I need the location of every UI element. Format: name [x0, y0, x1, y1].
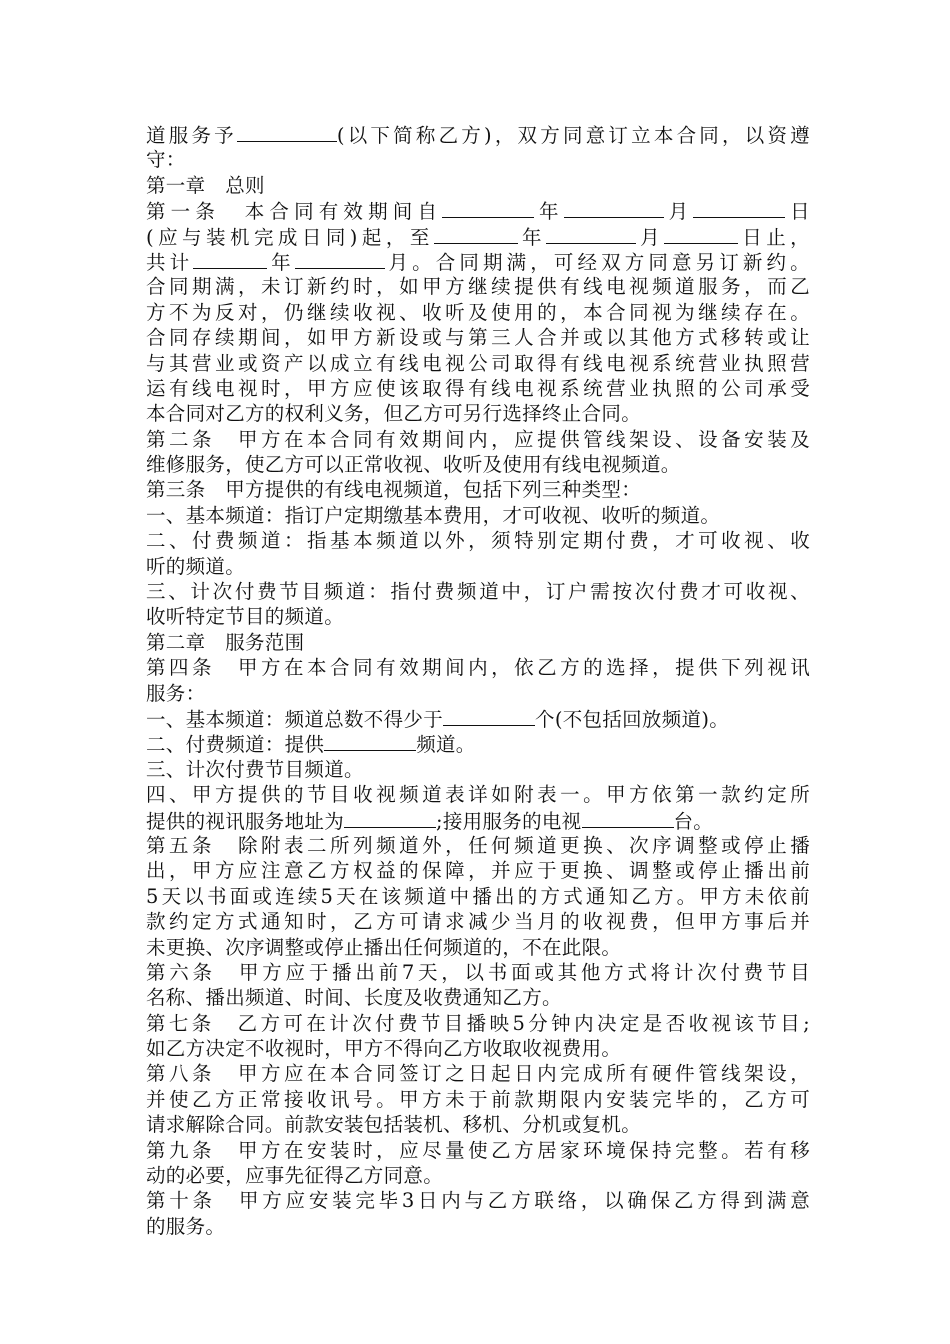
text-line: [146, 985, 810, 1010]
text-line: [146, 706, 810, 731]
text-line: [146, 477, 810, 502]
text-segment: 一、基本频道：频道总数不得少于: [146, 707, 444, 731]
text-segment: 台。: [673, 809, 714, 833]
text-segment: 收听特定节目的频道。: [146, 605, 345, 629]
text-line: [146, 808, 810, 833]
text-line: [146, 884, 810, 909]
text-segment: 第四条 甲方在本合同有效期间内，依乙方的选择，提供下列视讯: [146, 656, 810, 680]
fill-in-blank[interactable]: [564, 198, 664, 218]
text-segment: 本合同对乙方的权利义务，但乙方可另行选择终止合同。: [146, 402, 642, 426]
text-segment: 第九条 甲方在安装时，应尽量使乙方居家环境保持完整。若有移: [146, 1138, 810, 1162]
text-segment: 三、计次付费节目频道：指付费频道中，订户需按次付费才可收视、: [146, 580, 810, 604]
text-segment: 动的必要，应事先征得乙方同意。: [146, 1164, 444, 1188]
text-segment: 年: [267, 250, 295, 274]
text-segment: 5天以书面或连续5天在该频道中播出的方式通知乙方。甲方未依前: [146, 884, 810, 908]
fill-in-blank[interactable]: [664, 224, 738, 244]
text-segment: 第五条 除附表二所列频道外，任何频道更换、次序调整或停止播: [146, 833, 810, 857]
text-line: [146, 757, 810, 782]
text-segment: 道服务予: [146, 124, 237, 147]
text-line: [146, 224, 810, 249]
fill-in-blank[interactable]: [693, 198, 785, 218]
text-segment: 日: [785, 200, 810, 224]
text-segment: 月。合同期满，可经双方同意另订新约。: [384, 250, 810, 274]
text-line: [146, 833, 810, 858]
text-line: [146, 604, 810, 629]
text-segment: 名称、播出频道、时间、长度及收费通知乙方。: [146, 986, 562, 1010]
text-line: [146, 452, 810, 477]
text-segment: 年: [534, 200, 564, 224]
text-segment: 第六条 甲方应于播出前7天，以书面或其他方式将计次付费节目: [146, 960, 810, 984]
text-segment: 年: [517, 225, 546, 249]
text-segment: 月: [663, 200, 694, 224]
fill-in-blank[interactable]: [434, 224, 518, 244]
fill-in-blank[interactable]: [295, 249, 385, 269]
text-segment: 守：: [146, 148, 186, 172]
text-segment: 个(不包括回放频道)。: [535, 707, 730, 731]
text-line: [146, 858, 810, 883]
text-line: [146, 731, 810, 756]
text-line: [146, 655, 810, 680]
text-line: [146, 935, 810, 960]
text-line: [146, 1163, 810, 1188]
text-line: [146, 147, 810, 172]
text-line: [146, 427, 810, 452]
text-line: [146, 960, 810, 985]
text-line: [146, 782, 810, 807]
fill-in-blank[interactable]: [546, 224, 636, 244]
text-segment: 款约定方式通知时，乙方可请求减少当月的收视费，但甲方事后并: [146, 910, 810, 934]
text-segment: 合同期满，未订新约时，如甲方继续提供有线电视频道服务，而乙: [146, 275, 810, 299]
text-line: [146, 1214, 810, 1239]
text-line: [146, 300, 810, 325]
text-segment: 二、付费频道：指基本频道以外，须特别定期付费，才可收视、收: [146, 529, 810, 553]
text-line: [146, 579, 810, 604]
text-segment: 方不为反对，仍继续收视、收听及使用的，本合同视为继续存在。: [146, 300, 810, 324]
text-line: [146, 198, 810, 223]
fill-in-blank[interactable]: [324, 731, 416, 751]
text-segment: 第七条 乙方可在计次付费节目播映5分钟内决定是否收视该节目;: [146, 1011, 810, 1035]
text-segment: 并使乙方正常接收讯号。甲方未于前款期限内安装完毕的，乙方可: [146, 1087, 810, 1111]
text-line: [146, 122, 810, 147]
fill-in-blank[interactable]: [193, 249, 267, 269]
fill-in-blank[interactable]: [443, 706, 535, 726]
text-line: [146, 401, 810, 426]
text-segment: 第八条 甲方应在本合同签订之日起日内完成所有硬件管线架设，: [146, 1062, 810, 1086]
text-line: [146, 325, 810, 350]
text-segment: 第二章 服务范围: [146, 630, 305, 654]
text-segment: 月: [635, 225, 665, 249]
text-line: [146, 1036, 810, 1061]
text-segment: 出，甲方应注意乙方权益的保障，并应于更换、调整或停止播出前: [146, 859, 810, 883]
text-segment: ;接用服务的电视: [436, 809, 582, 833]
text-line: [146, 1087, 810, 1112]
text-line: [146, 173, 810, 198]
text-line: [146, 554, 810, 579]
text-line: [146, 249, 810, 274]
text-segment: 共计: [146, 250, 194, 274]
text-line: [146, 503, 810, 528]
fill-in-blank[interactable]: [442, 198, 534, 218]
text-segment: (应与装机完成日同)起，至: [146, 225, 434, 249]
text-segment: 运有线电视时，甲方应使该取得有线电视系统营业执照的公司承受: [146, 376, 810, 400]
fill-in-blank[interactable]: [344, 808, 436, 828]
text-line: [146, 1112, 810, 1137]
fill-in-blank[interactable]: [582, 808, 674, 828]
text-segment: 合同存续期间，如甲方新设或与第三人合并或以其他方式移转或让: [146, 326, 810, 350]
text-segment: 二、付费频道：提供: [146, 733, 325, 757]
text-segment: 维修服务，使乙方可以正常收视、收听及使用有线电视频道。: [146, 453, 681, 477]
text-segment: 第二条 甲方在本合同有效期间内，应提供管线架设、设备安装及: [146, 427, 810, 451]
text-segment: 未更换、次序调整或停止播出任何频道的，不在此限。: [146, 935, 622, 959]
text-line: [146, 1188, 810, 1213]
text-line: [146, 376, 810, 401]
text-line: [146, 681, 810, 706]
text-segment: 三、计次付费节目频道。: [146, 757, 364, 781]
text-segment: 四、甲方提供的节目收视频道表详如附表一。甲方依第一款约定所: [146, 783, 810, 807]
text-segment: 如乙方决定不收视时，甲方不得向乙方收取收视费用。: [146, 1037, 622, 1061]
text-line: [146, 274, 810, 299]
text-segment: (以下简称乙方)，双方同意订立本合同，以资遵: [336, 124, 810, 147]
text-line: [146, 1061, 810, 1086]
text-segment: 提供的视讯服务地址为: [146, 809, 345, 833]
text-segment: 第一章 总则: [146, 173, 265, 197]
text-segment: 请求解除合同。前款安装包括装机、移机、分机或复机。: [146, 1113, 642, 1137]
text-line: [146, 909, 810, 934]
text-line: [146, 630, 810, 655]
contract-page: [146, 122, 810, 1239]
text-line: [146, 1138, 810, 1163]
text-segment: 第一条 本合同有效期间自: [146, 200, 443, 224]
text-segment: 第十条 甲方应安装完毕3日内与乙方联络，以确保乙方得到满意: [146, 1189, 810, 1213]
text-segment: 听的频道。: [146, 554, 246, 578]
text-segment: 频道。: [416, 733, 476, 757]
text-line: [146, 528, 810, 553]
text-segment: 一、基本频道：指订户定期缴基本费用，才可收视、收听的频道。: [146, 503, 721, 527]
text-segment: 的服务。: [146, 1214, 226, 1238]
text-segment: 服务：: [146, 681, 206, 705]
text-segment: 第三条 甲方提供的有线电视频道，包括下列三种类型：: [146, 478, 642, 502]
fill-in-blank[interactable]: [237, 122, 337, 142]
text-line: [146, 351, 810, 376]
text-segment: 与其营业或资产以成立有线电视公司取得有线电视系统营业执照营: [146, 351, 810, 375]
text-line: [146, 1011, 810, 1036]
text-segment: 日止，: [738, 225, 810, 249]
